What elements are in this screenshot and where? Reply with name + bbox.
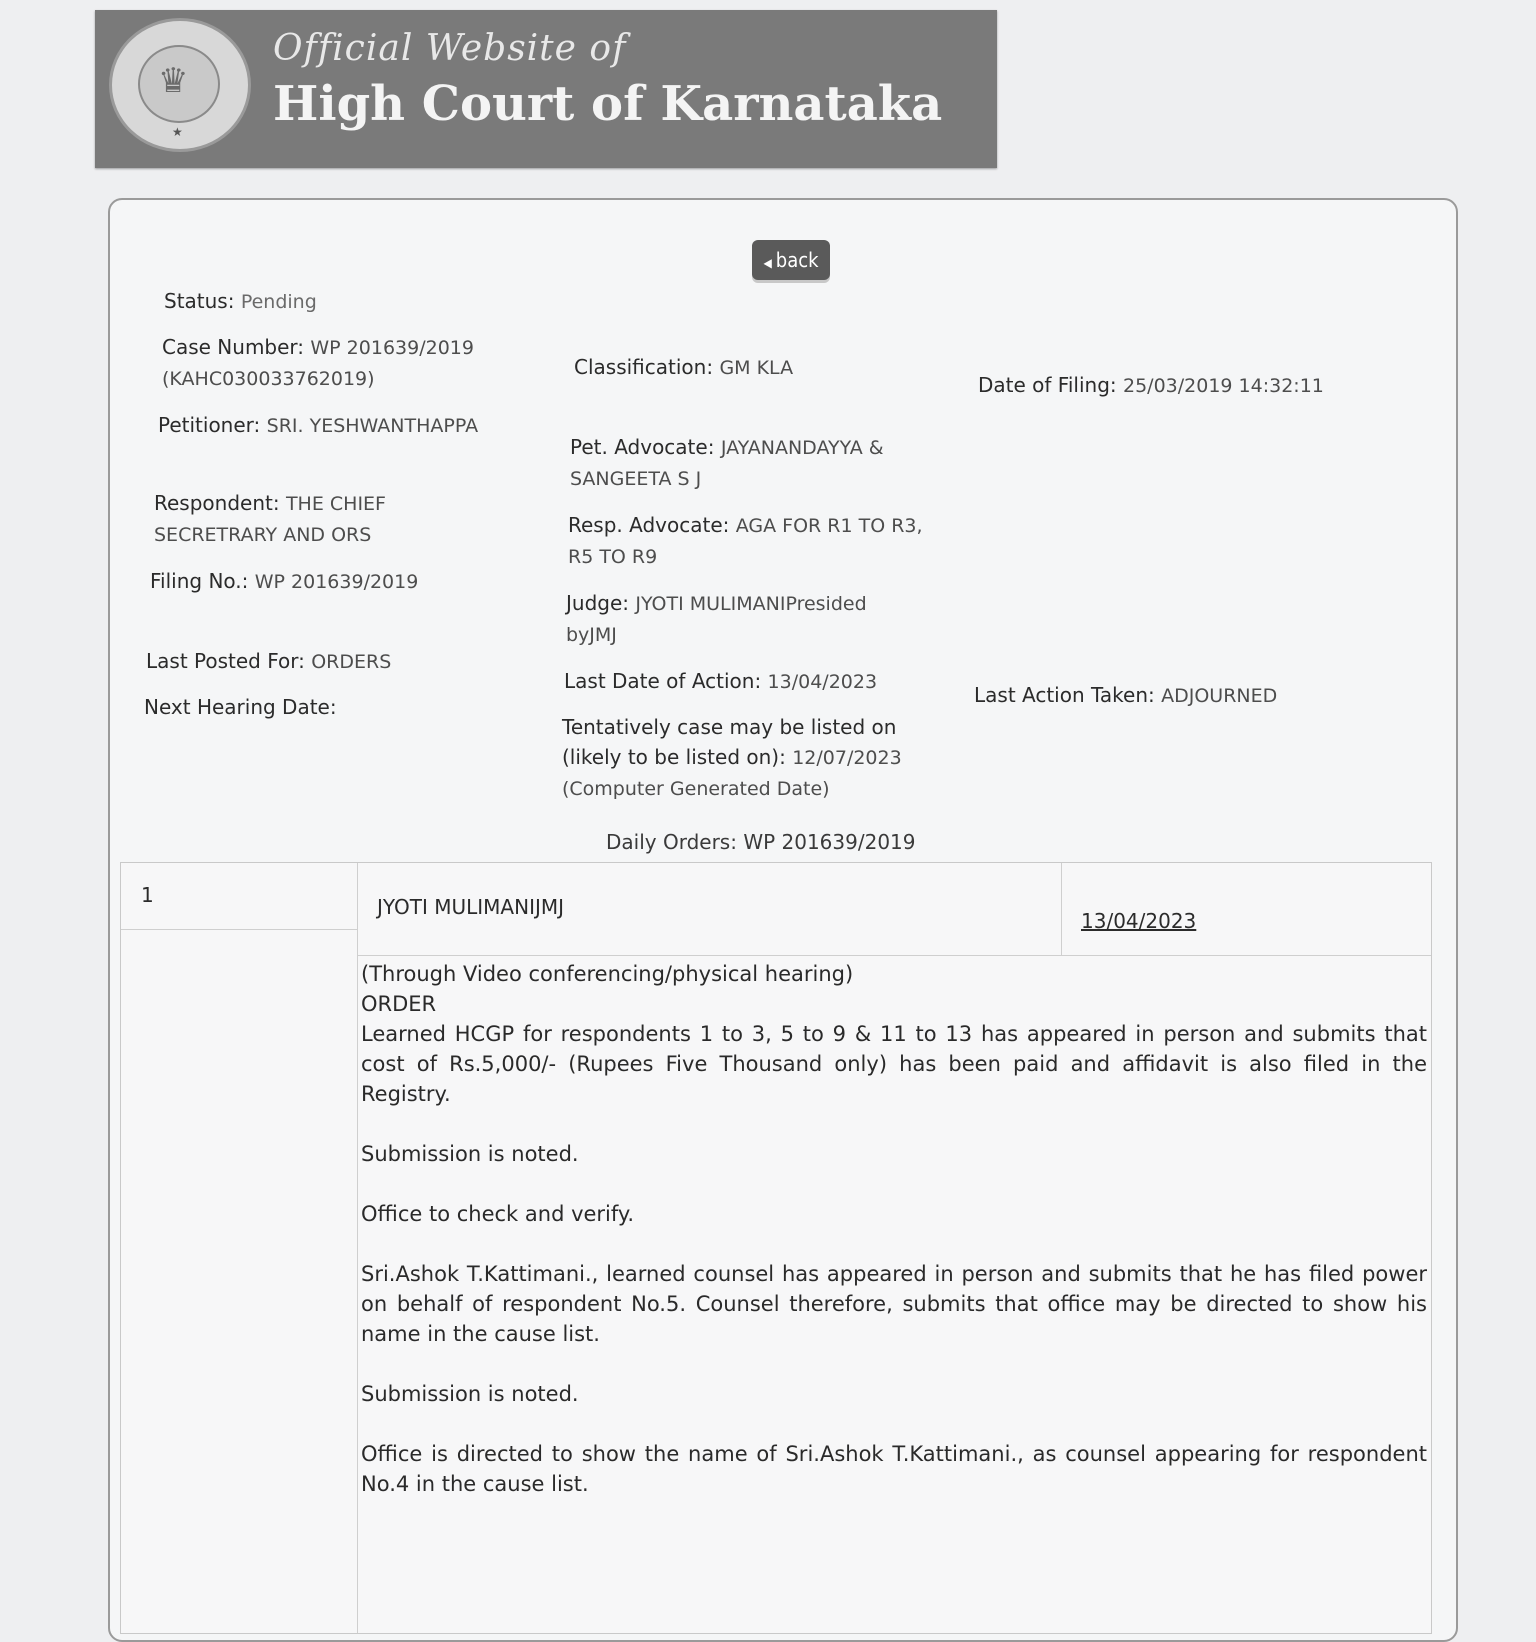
filing-no-field: [150, 566, 418, 597]
judge-label: Judge:: [566, 591, 630, 615]
back-arrow-icon: ◀: [763, 256, 772, 270]
tentative-line-1: Tentatively case may be listed on: [562, 715, 897, 739]
row-divider: [357, 955, 1431, 956]
pet-advocate-value-line-2: SANGEETA S J: [570, 468, 702, 490]
order-paragraph: Submission is noted.: [361, 1382, 579, 1406]
banner-title: High Court of Karnataka: [273, 76, 943, 132]
back-button[interactable]: [752, 240, 830, 280]
last-posted-value: ORDERS: [311, 651, 392, 673]
order-paragraph: Sri.Ashok T.Kattimani., learned counsel has appeared in person and submits that he has filed power on behalf of respondent No.5. Counsel therefore, submits that office may be directed to show his name in the cause list.: [361, 1262, 1427, 1346]
banner-tagline: Official Website of: [273, 28, 627, 69]
last-action-taken-label: Last Action Taken:: [974, 683, 1155, 707]
daily-orders-table: [120, 862, 1432, 1634]
order-row-number: 1: [141, 883, 154, 907]
resp-advocate-value-line-2: R5 TO R9: [568, 546, 658, 568]
last-date-action-label: Last Date of Action:: [564, 669, 762, 693]
resp-advocate-value-line-1: AGA FOR R1 TO R3,: [735, 515, 923, 537]
emblem-icon: ♛: [158, 61, 189, 101]
pet-advocate-field: [570, 432, 884, 494]
resp-advocate-label: Resp. Advocate:: [568, 513, 730, 537]
daily-orders-caption: Daily Orders: WP 201639/2019: [606, 830, 916, 854]
judge-field: [566, 588, 867, 650]
last-posted-label: Last Posted For:: [146, 649, 305, 673]
tentative-note: (Computer Generated Date): [562, 778, 830, 800]
tentative-date: 12/07/2023: [792, 747, 902, 769]
last-date-action-value: 13/04/2023: [767, 671, 878, 693]
respondent-label: Respondent:: [154, 491, 280, 515]
case-status-panel: [108, 198, 1458, 1642]
respondent-value-line-1: THE CHIEF: [285, 493, 386, 515]
filing-no-value: WP 201639/2019: [254, 571, 419, 593]
classification-value: GM KLA: [719, 357, 794, 379]
classification-field: [574, 352, 793, 383]
order-paragraph: Submission is noted.: [361, 1142, 579, 1166]
last-posted-field: [146, 646, 391, 677]
judge-value-line-1: JYOTI MULIMANIPresided: [635, 593, 867, 615]
order-paragraph: Office to check and verify.: [361, 1202, 635, 1226]
row-divider: [121, 929, 357, 930]
petitioner-label: Petitioner:: [158, 413, 261, 437]
column-divider: [1061, 863, 1062, 955]
judge-value-line-2: byJMJ: [566, 624, 617, 646]
star-icon: ★: [172, 125, 183, 139]
status-field: [164, 286, 317, 317]
pet-advocate-value-line-1: JAYANANDAYYA &: [720, 437, 884, 459]
petitioner-value: SRI. YESHWANTHAPPA: [266, 415, 479, 437]
respondent-field: [154, 488, 386, 550]
order-date-link[interactable]: 13/04/2023: [1081, 909, 1197, 933]
cnr-number: (KAHC030033762019): [162, 368, 375, 390]
site-header-banner: [95, 10, 997, 168]
last-action-taken-field: [974, 680, 1277, 711]
date-of-filing-field: [978, 370, 1324, 401]
resp-advocate-field: [568, 510, 923, 572]
order-judge-name: JYOTI MULIMANIJMJ: [377, 895, 565, 919]
column-divider: [357, 863, 358, 1633]
tentative-line-2: (likely to be listed on):: [562, 745, 786, 769]
date-of-filing-value: 25/03/2019 14:32:11: [1122, 375, 1324, 397]
last-action-taken-value: ADJOURNED: [1161, 685, 1278, 707]
order-paragraph: Learned HCGP for respondents 1 to 3, 5 to 9 & 11 to 13 has appeared in person and submits that cost of Rs.5,000/- (Rupees Five Thousand only) has been paid and affidavit is also filed in the Registry.: [361, 1022, 1427, 1106]
case-number-label: Case Number:: [162, 335, 305, 359]
court-seal-logo: [109, 18, 251, 152]
filing-no-label: Filing No.:: [150, 569, 249, 593]
case-number-value: WP 201639/2019: [310, 337, 474, 359]
back-button-label: back: [775, 248, 819, 272]
classification-label: Classification:: [574, 355, 714, 379]
case-number-field: [162, 332, 474, 394]
order-heading: ORDER: [361, 992, 437, 1016]
next-hearing-field: [144, 692, 337, 722]
last-date-action-field: [564, 666, 877, 697]
respondent-value-line-2: SECRETRARY AND ORS: [154, 524, 372, 546]
date-of-filing-label: Date of Filing:: [978, 373, 1117, 397]
order-paragraph: (Through Video conferencing/physical hearing): [361, 962, 854, 986]
tentative-listing-field: [562, 712, 902, 804]
pet-advocate-label: Pet. Advocate:: [570, 435, 715, 459]
order-paragraph: Office is directed to show the name of Sri.Ashok T.Kattimani., as counsel appearing for respondent No.4 in the cause list.: [361, 1442, 1427, 1496]
petitioner-field: [158, 410, 478, 441]
order-text: [361, 959, 1427, 1499]
status-value: Pending: [240, 291, 317, 313]
next-hearing-label: Next Hearing Date:: [144, 695, 337, 719]
status-label: Status:: [164, 289, 235, 313]
